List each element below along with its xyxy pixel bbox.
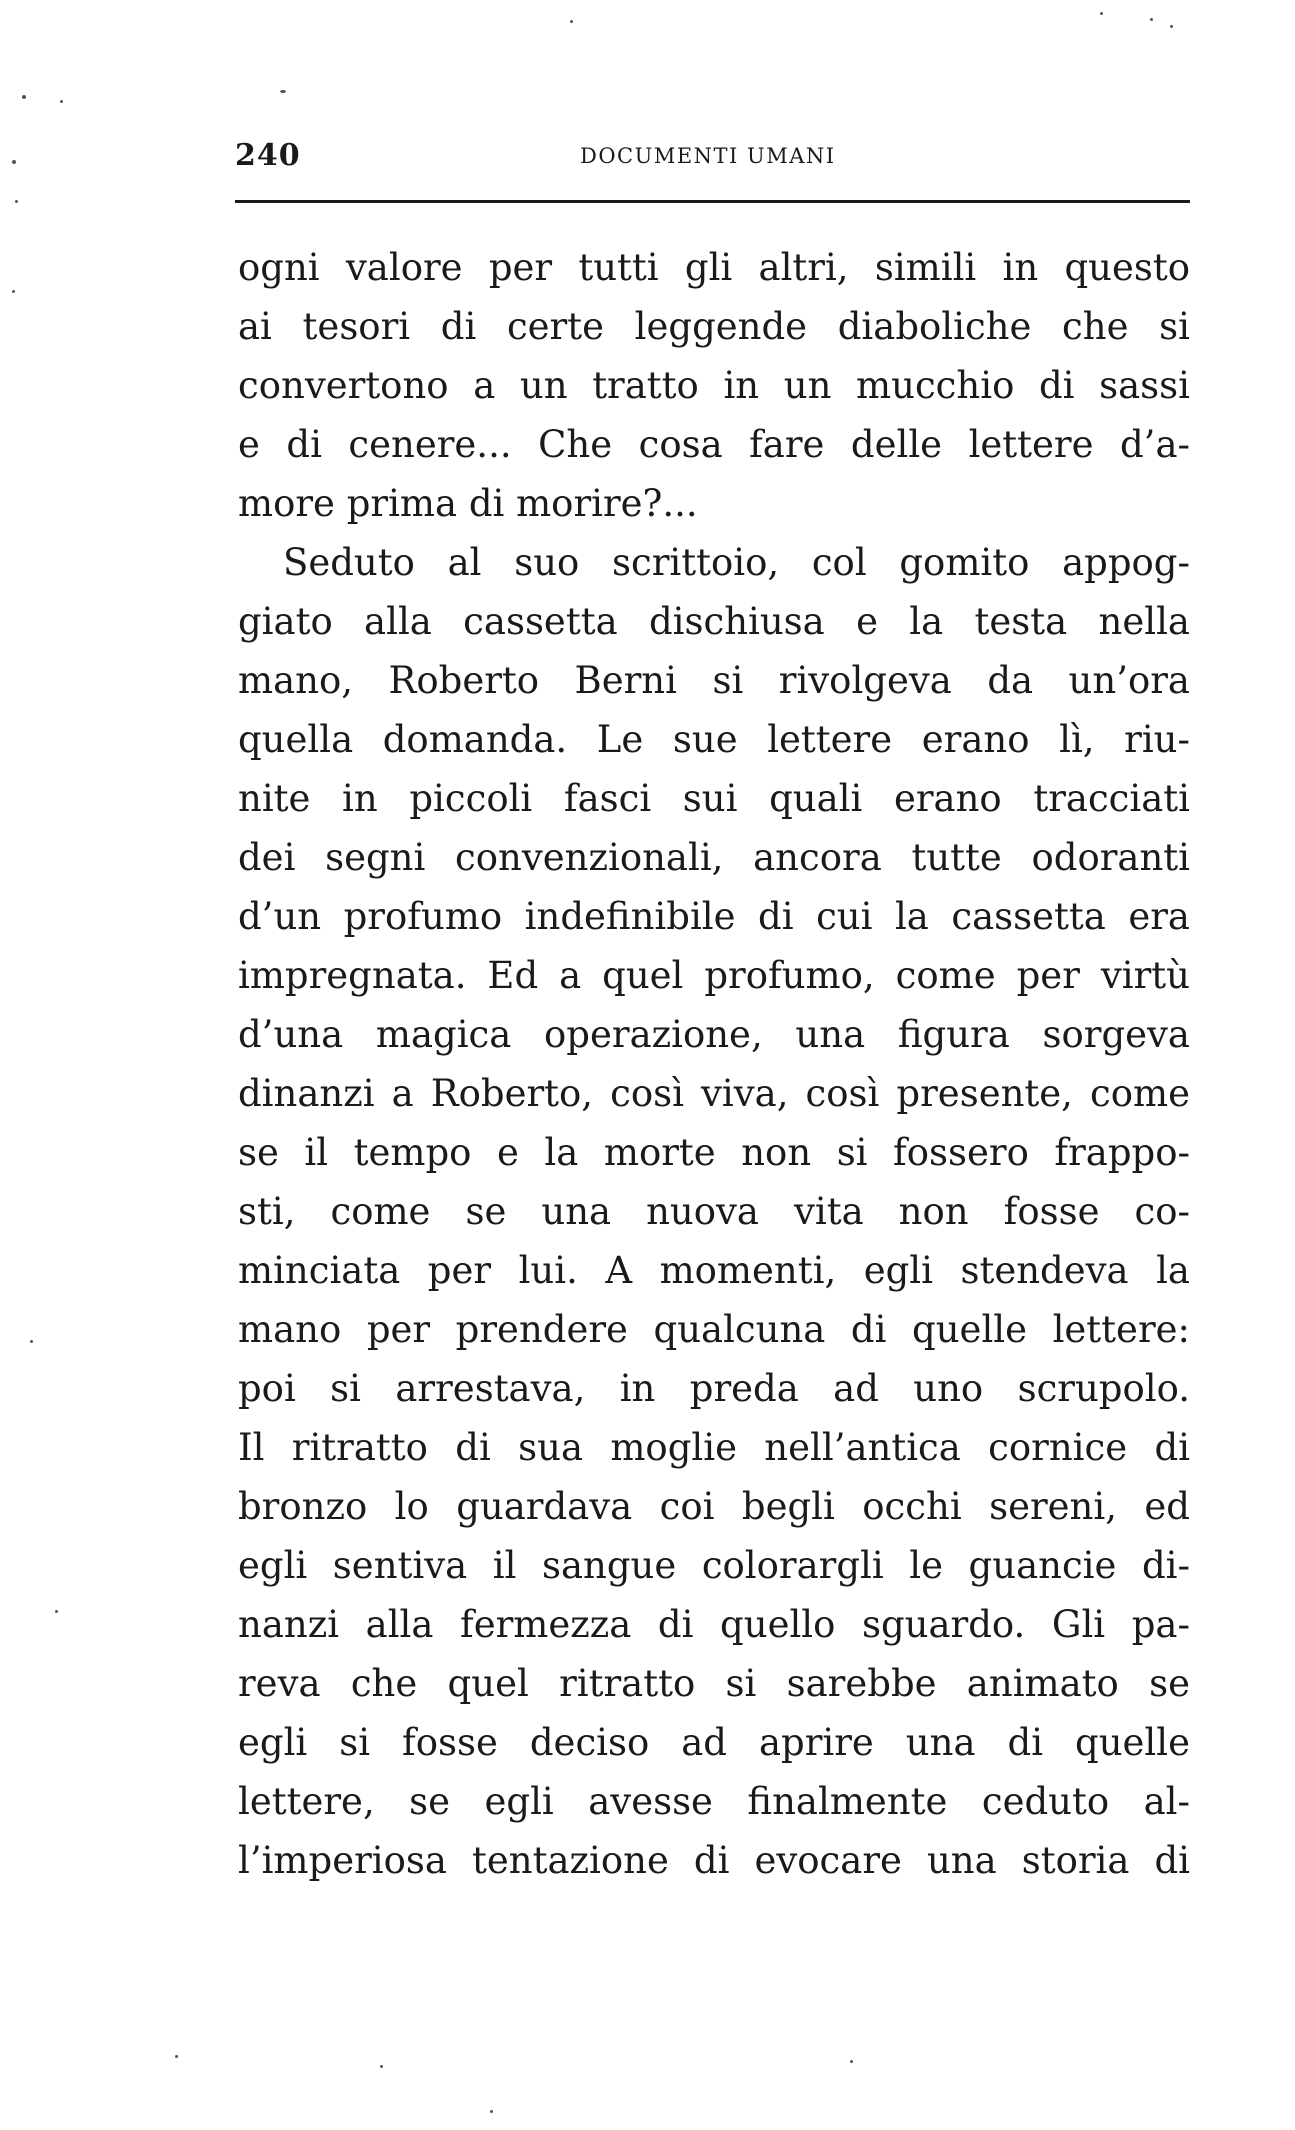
text-line: dinanzi a Roberto, così viva, così presente, come bbox=[238, 1072, 1190, 1115]
scan-speck bbox=[1100, 12, 1103, 15]
page-header bbox=[235, 138, 1190, 178]
scan-speck bbox=[280, 90, 286, 93]
text-line: ai tesori di certe leggende diaboliche che si bbox=[238, 305, 1190, 348]
text-line: Seduto al suo scrittoio, col gomito appog- bbox=[283, 541, 1190, 584]
scan-speck bbox=[175, 2055, 178, 2058]
text-line: e di cenere... Che cosa fare delle lettere d’a- bbox=[238, 423, 1190, 466]
text-line: impregnata. Ed a quel profumo, come per virtù bbox=[238, 954, 1190, 997]
text-line: d’una magica operazione, una figura sorgeva bbox=[238, 1013, 1190, 1056]
header-rule bbox=[235, 200, 1190, 203]
text-line: dei segni convenzionali, ancora tutte odoranti bbox=[238, 836, 1190, 879]
running-title: DOCUMENTI UMANI bbox=[580, 144, 836, 168]
text-line: l’imperiosa tentazione di evocare una storia di bbox=[238, 1839, 1190, 1882]
text-line: minciata per lui. A momenti, egli stendeva la bbox=[238, 1249, 1190, 1292]
text-line: bronzo lo guardava coi begli occhi sereni, ed bbox=[238, 1485, 1190, 1528]
text-line: quella domanda. Le sue lettere erano lì, riu- bbox=[238, 718, 1190, 761]
scan-speck bbox=[15, 200, 18, 203]
scan-speck bbox=[55, 1610, 58, 1613]
scan-speck bbox=[850, 2060, 853, 2063]
text-line: nanzi alla fermezza di quello sguardo. Gli pa- bbox=[238, 1603, 1190, 1646]
scan-speck bbox=[22, 95, 26, 99]
text-line: d’un profumo indefinibile di cui la cassetta era bbox=[238, 895, 1190, 938]
text-line: nite in piccoli fasci sui quali erano tracciati bbox=[238, 777, 1190, 820]
scan-speck bbox=[1170, 25, 1173, 28]
text-line: lettere, se egli avesse finalmente ceduto al- bbox=[238, 1780, 1190, 1823]
text-line: se il tempo e la morte non si fossero frappo- bbox=[238, 1131, 1190, 1174]
text-line: egli si fosse deciso ad aprire una di quelle bbox=[238, 1721, 1190, 1764]
text-line: convertono a un tratto in un mucchio di sassi bbox=[238, 364, 1190, 407]
scan-speck bbox=[490, 2110, 493, 2113]
scan-speck bbox=[12, 290, 15, 293]
text-line: more prima di morire?... bbox=[238, 482, 698, 525]
scan-speck bbox=[1150, 18, 1153, 21]
text-line: mano, Roberto Berni si rivolgeva da un’ora bbox=[238, 659, 1190, 702]
text-line: ogni valore per tutti gli altri, simili in questo bbox=[238, 246, 1190, 289]
text-line: giato alla cassetta dischiusa e la testa nella bbox=[238, 600, 1190, 643]
text-line: egli sentiva il sangue colorargli le guancie di- bbox=[238, 1544, 1190, 1587]
page-number: 240 bbox=[235, 138, 301, 173]
text-line: sti, come se una nuova vita non fosse co- bbox=[238, 1190, 1190, 1233]
text-line: poi si arrestava, in preda ad uno scrupolo. bbox=[238, 1367, 1190, 1410]
text-line: reva che quel ritratto si sarebbe animato se bbox=[238, 1662, 1190, 1705]
scan-speck bbox=[12, 160, 16, 164]
text-line: mano per prendere qualcuna di quelle lettere: bbox=[238, 1308, 1190, 1351]
scan-speck bbox=[30, 1340, 33, 1343]
scan-speck bbox=[60, 100, 63, 103]
body-text bbox=[238, 238, 1190, 1890]
scan-speck bbox=[570, 20, 573, 23]
scan-speck bbox=[380, 2065, 383, 2068]
text-line: Il ritratto di sua moglie nell’antica cornice di bbox=[238, 1426, 1190, 1469]
